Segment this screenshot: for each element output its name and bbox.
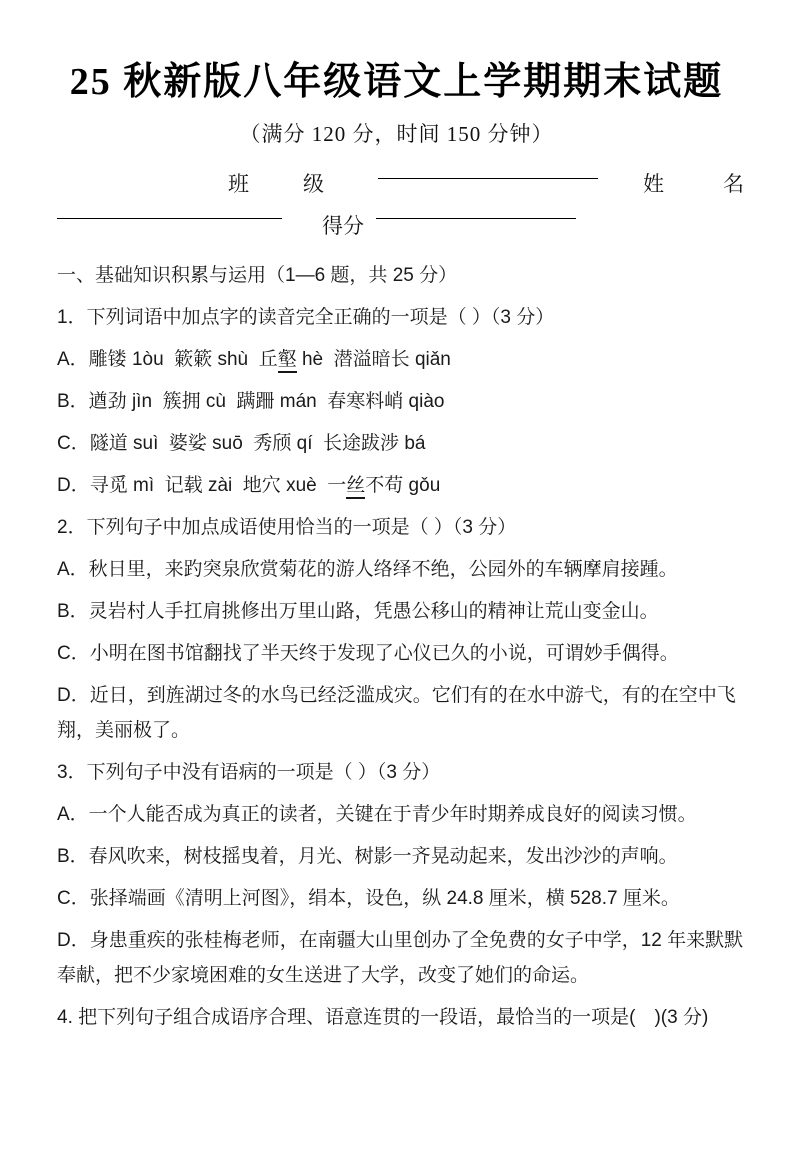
option-text: A．雕镂 1òu 簌簌 shù 丘 (57, 349, 278, 370)
section-heading: 一、基础知识积累与运用（1—6 题，共 25 分） (57, 265, 458, 286)
exam-page (0, 50, 793, 1172)
question-4-stem: 4. 把下列句子组合成语序合理、语意连贯的一段语，最恰当的一项是( )(3 分) (57, 1007, 709, 1028)
question-3-stem: 3．下列句子中没有语病的一项是（ ）（3 分） (57, 762, 441, 783)
option-text: D．寻觅 mì 记载 zài 地穴 xuè 一 (57, 475, 347, 496)
score-label: 得分 (322, 214, 364, 238)
score-blank-line (376, 192, 576, 219)
question-2-option-b: B．灵岩村人手扛肩挑修出万里山路，凭愚公移山的精神让荒山变金山。 (57, 601, 659, 622)
name-label-char-1: 姓 (643, 172, 664, 196)
page-title: 25 秋新版八年级语文上学期期末试题 (69, 61, 724, 103)
question-3-option-b: B．春风吹来，树枝摇曳着，月光、树影一齐晃动起来，发出沙沙的声响。 (57, 846, 678, 867)
name-blank-line (57, 192, 282, 219)
class-label-char-2: 级 (303, 172, 324, 196)
student-info-form (0, 152, 793, 252)
question-1-option-a (57, 342, 749, 377)
question-3-option-a: A．一个人能否成为真正的读者，关键在于青少年时期养成良好的阅读习惯。 (57, 804, 697, 825)
option-text: 不苟 gǒu (365, 475, 441, 496)
question-2-option-d: D．近日，到旌湖过冬的水鸟已经泛滥成灾。它们有的在水中游弋，有的在空中飞翔，美丽极了。 (57, 685, 736, 741)
emphasized-char: 丝 (346, 475, 365, 499)
emphasized-char: 壑 (278, 349, 297, 373)
option-text: hè 潜溢暗长 qiǎn (296, 349, 451, 370)
question-3-option-c: C．张择端画《清明上河图》，绢本，设色，纵 24.8 厘米，横 528.7 厘米。 (57, 888, 680, 909)
exam-body (0, 252, 793, 1035)
question-1-option-b: B．遒劲 jìn 簇拥 cù 蹒跚 mán 春寒料峭 qiào (57, 391, 445, 412)
name-label-char-2: 名 (723, 172, 744, 196)
question-2-option-a: A．秋日里，来趵突泉欣赏菊花的游人络绎不绝，公园外的车辆摩肩接踵。 (57, 559, 678, 580)
question-3-option-d: D．身患重疾的张桂梅老师，在南疆大山里创办了全免费的女子中学，12 年来默默奉献，把不少家境困难的女生送进了大学，改变了她们的命运。 (57, 930, 744, 986)
question-1-option-c: C．隧道 suì 婆娑 suō 秀颀 qí 长途跋涉 bá (57, 433, 426, 454)
exam-info: （满分 120 分，时间 150 分钟） (239, 122, 554, 146)
question-2-stem: 2．下列句子中加点成语使用恰当的一项是（ ）（3 分） (57, 517, 517, 538)
class-blank-line (378, 152, 598, 179)
class-label-char-1: 班 (228, 172, 249, 196)
question-2-option-c: C．小明在图书馆翻找了半天终于发现了心仪已久的小说，可谓妙手偶得。 (57, 643, 679, 664)
question-1-option-d (57, 468, 749, 503)
question-1-stem: 1．下列词语中加点字的读音完全正确的一项是（ ）（3 分） (57, 307, 555, 328)
